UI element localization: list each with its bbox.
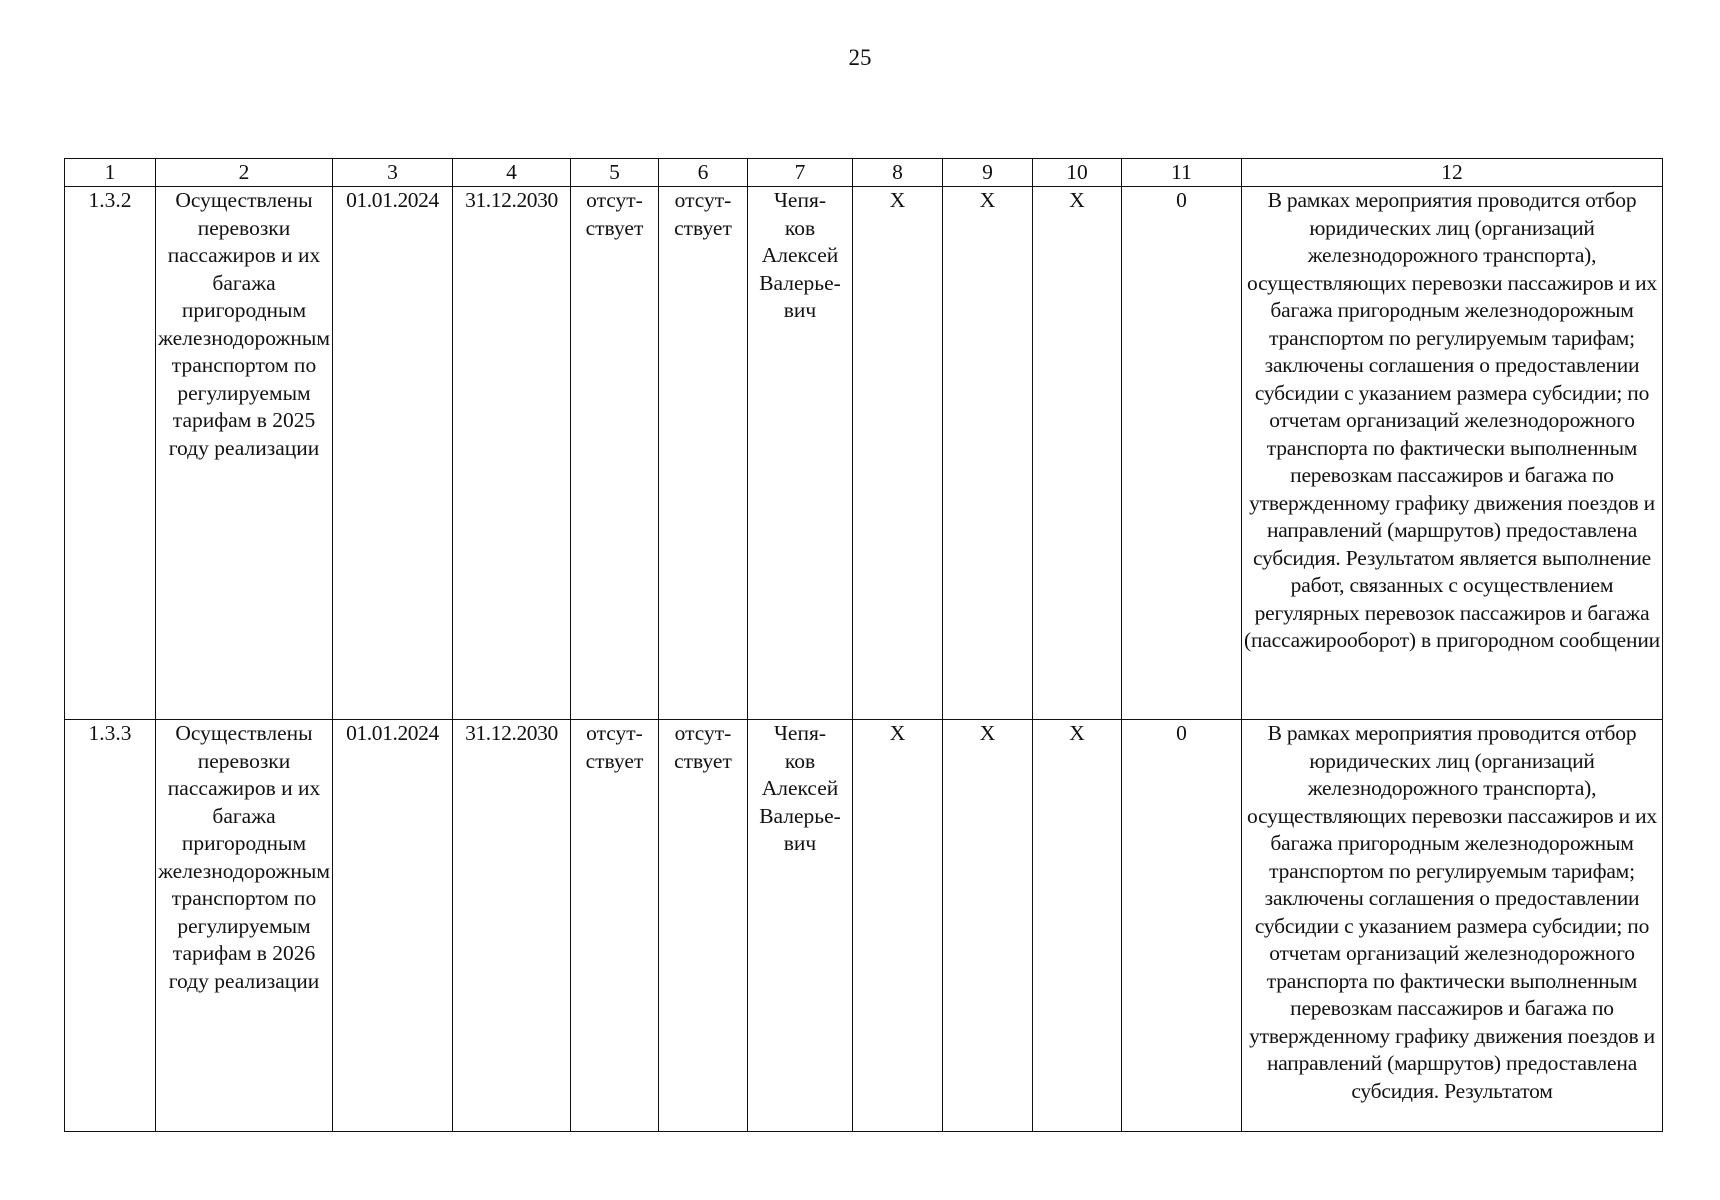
responsible-person: Чепя- ков Алексей Валерье- вич — [748, 720, 853, 1132]
column-header-3: 3 — [333, 159, 453, 187]
row-number: 1.3.3 — [65, 720, 156, 1132]
measures-table — [64, 158, 1663, 1132]
column-6-value: отсут- ствует — [659, 720, 748, 1132]
column-11-value: 0 — [1122, 720, 1242, 1132]
end-date: 31.12.2030 — [453, 187, 571, 720]
column-9-value: Х — [943, 187, 1033, 720]
column-number-row — [65, 159, 1663, 187]
column-header-7: 7 — [748, 159, 853, 187]
column-header-1: 1 — [65, 159, 156, 187]
column-9-value: Х — [943, 720, 1033, 1132]
page-number: 25 — [848, 45, 872, 70]
measure-name: Осуществлены перевозки пассажиров и их багажа пригородным железнодорожным транспортом по регулируемым тарифам в 2025 году реализации — [156, 187, 333, 720]
start-date: 01.01.2024 — [333, 187, 453, 720]
end-date: 31.12.2030 — [453, 720, 571, 1132]
column-header-8: 8 — [853, 159, 943, 187]
column-header-12: 12 — [1242, 159, 1663, 187]
row-number: 1.3.2 — [65, 187, 156, 720]
result-description: В рамках мероприятия проводится отбор юридических лиц (организаций железнодорожного транспорта), осуществляющих перевозки пассажиров и их багажа пригородным железнодорожным транспортом по регулируемым тарифам; заключены соглашения о предоставлении субсидии с указанием размера субсидии; по отчетам организаций железнодорожного транспорта по фактически выполненным перевозкам пассажиров и багажа по утвержденному графику движения поездов и направлений (маршрутов) предоставлена субсидия. Результатом — [1242, 720, 1663, 1132]
column-6-value: отсут- ствует — [659, 187, 748, 720]
column-header-9: 9 — [943, 159, 1033, 187]
measure-name: Осуществлены перевозки пассажиров и их багажа пригородным железнодорожным транспортом по регулируемым тарифам в 2026 году реализации — [156, 720, 333, 1132]
column-11-value: 0 — [1122, 187, 1242, 720]
responsible-person: Чепя- ков Алексей Валерье- вич — [748, 187, 853, 720]
column-header-4: 4 — [453, 159, 571, 187]
column-8-value: Х — [853, 720, 943, 1132]
column-header-11: 11 — [1122, 159, 1242, 187]
column-header-5: 5 — [571, 159, 659, 187]
table-row — [65, 720, 1663, 1132]
column-5-value: отсут- ствует — [571, 720, 659, 1132]
table-row — [65, 187, 1663, 720]
column-10-value: Х — [1033, 187, 1122, 720]
column-header-6: 6 — [659, 159, 748, 187]
start-date: 01.01.2024 — [333, 720, 453, 1132]
result-description: В рамках мероприятия проводится отбор юридических лиц (организаций железнодорожного транспорта), осуществляющих перевозки пассажиров и их багажа пригородным железнодорожным транспортом по регулируемым тарифам; заключены соглашения о предоставлении субсидии с указанием размера субсидии; по отчетам организаций железнодорожного транспорта по фактически выполненным перевозкам пассажиров и багажа по утвержденному графику движения поездов и направлений (маршрутов) предоставлена субсидия. Результатом является выполнение работ, связанных с осуществлением регулярных перевозок пассажиров и багажа (пассажирооборот) в пригородном сообщении — [1242, 187, 1663, 720]
column-10-value: Х — [1033, 720, 1122, 1132]
column-8-value: Х — [853, 187, 943, 720]
column-header-10: 10 — [1033, 159, 1122, 187]
column-header-2: 2 — [156, 159, 333, 187]
column-5-value: отсут- ствует — [571, 187, 659, 720]
